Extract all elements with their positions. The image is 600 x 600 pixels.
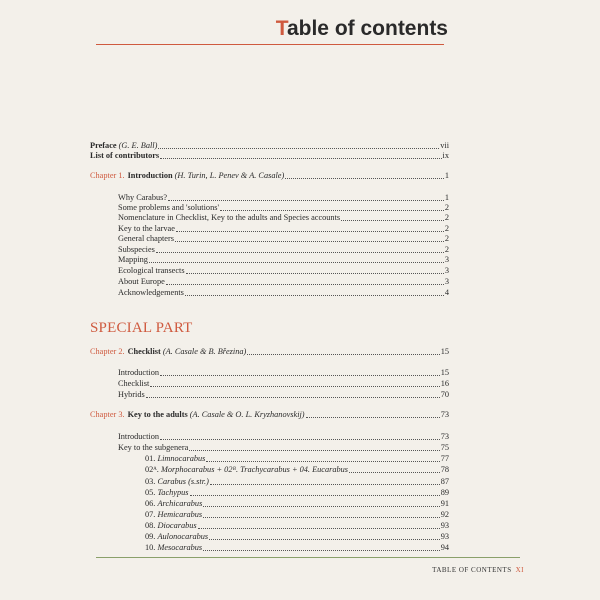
subgenus-name: Limnocarabus	[157, 454, 206, 463]
subgenus-name: Diocarabus	[157, 521, 197, 530]
entry-page: 92	[440, 510, 449, 519]
entry-page: 75	[440, 443, 449, 452]
entry-page: ix	[442, 151, 449, 160]
subgenus-number: 02ᴬ.	[145, 465, 159, 474]
toc-entry[interactable]	[118, 255, 449, 265]
entry-label: Checklist	[118, 379, 150, 388]
entry-page: 77	[440, 454, 449, 463]
subgenus-number: 03.	[145, 477, 156, 486]
entry-page: 87	[440, 477, 449, 486]
entry-page: 3	[444, 266, 449, 275]
subgenus-name: Morphocarabus	[160, 465, 215, 474]
entry-page: 15	[440, 368, 449, 377]
toc-chapter-2[interactable]	[90, 347, 449, 357]
section-heading-special-part: SPECIAL PART	[90, 320, 193, 336]
toc-subentry[interactable]	[145, 499, 449, 509]
entry-page: 91	[440, 499, 449, 508]
dot-leader	[247, 353, 439, 355]
toc-entry[interactable]	[118, 288, 449, 298]
subgenus-number: 08.	[145, 521, 156, 530]
toc-subentry[interactable]	[145, 510, 449, 520]
footer-page-number: XI	[515, 566, 524, 574]
toc-entry[interactable]	[118, 245, 449, 255]
page-title-text	[276, 17, 448, 41]
toc-entry-contributors[interactable]	[90, 151, 449, 161]
dot-leader	[160, 157, 441, 159]
entry-page: 89	[440, 488, 449, 497]
dot-leader	[156, 251, 444, 253]
toc-entry[interactable]	[118, 193, 449, 203]
dot-leader	[306, 416, 440, 418]
toc-subentry[interactable]	[145, 477, 449, 487]
entry-label: Introduction	[118, 368, 160, 377]
entry-page: 2	[444, 203, 449, 212]
toc-subentry[interactable]	[145, 465, 449, 475]
subgenus-extra: + 02ᴮ. Trachycarabus + 04. Eucarabus	[214, 465, 349, 474]
dot-leader	[168, 199, 444, 201]
dot-leader	[210, 483, 440, 485]
dot-leader	[341, 219, 444, 221]
dot-leader	[209, 538, 440, 540]
toc-entry[interactable]	[118, 266, 449, 276]
chapter-title: Checklist	[127, 347, 161, 356]
toc-entry[interactable]	[118, 234, 449, 244]
entry-page: 78	[440, 465, 449, 474]
entry-page: 1	[444, 193, 449, 202]
dot-leader	[186, 272, 444, 274]
dot-leader	[150, 385, 439, 387]
chapter-number: Chapter 3.	[90, 410, 125, 419]
footer-rule	[96, 557, 520, 558]
chapter-authors: (A. Casale & O. L. Kryzhanovskij)	[189, 410, 305, 419]
dot-leader	[158, 147, 439, 149]
subgenus-number: 06.	[145, 499, 156, 508]
chapter-title: Introduction	[127, 171, 173, 180]
entry-page: 70	[440, 390, 449, 399]
entry-page: 3	[444, 255, 449, 264]
subgenus-number: 07.	[145, 510, 156, 519]
entry-label: Key to the larvae	[118, 224, 175, 233]
entry-page: 2	[444, 213, 449, 222]
chapter-number: Chapter 1.	[90, 171, 125, 180]
title-rest: able of contents	[286, 17, 448, 40]
toc-entry[interactable]	[118, 379, 449, 389]
subgenus-name: Carabus	[157, 477, 187, 486]
entry-page: 1	[444, 171, 449, 180]
subgenus-name: Aulonocarabus	[157, 532, 209, 541]
entry-page: 94	[440, 543, 449, 552]
dot-leader	[203, 516, 440, 518]
dot-leader	[198, 527, 440, 529]
entry-page: 73	[440, 410, 449, 419]
subgenus-name: Mesocarabus	[157, 543, 203, 552]
toc-chapter-3[interactable]	[90, 410, 449, 420]
subgenus-extra: (s.str.)	[186, 477, 209, 486]
dot-leader	[203, 505, 439, 507]
toc-entry[interactable]	[118, 432, 449, 442]
entry-label: Introduction	[118, 432, 160, 441]
chapter-number: Chapter 2.	[90, 347, 125, 356]
entry-label: Hybrids	[118, 390, 145, 399]
toc-chapter-1[interactable]	[90, 171, 449, 181]
entry-page: 93	[440, 532, 449, 541]
entry-label: Mapping	[118, 255, 148, 264]
toc-entry[interactable]	[118, 390, 449, 400]
subgenus-number: 09.	[145, 532, 156, 541]
toc-entry[interactable]	[118, 443, 449, 453]
entry-page: 16	[440, 379, 449, 388]
dot-leader	[220, 209, 444, 211]
toc-entry[interactable]	[118, 368, 449, 378]
entry-label: Nomenclature in Checklist, Key to the adults and Species accounts	[118, 213, 341, 222]
toc-entry[interactable]	[118, 213, 449, 223]
toc-subentry[interactable]	[145, 488, 449, 498]
dot-leader	[175, 240, 444, 242]
subgenus-number: 10.	[145, 543, 156, 552]
entry-label: Why Carabus?	[118, 193, 168, 202]
entry-label: List of contributors	[90, 151, 160, 160]
subgenus-name: Hemicarabus	[157, 510, 203, 519]
chapter-authors: (A. Casale & B. Březina)	[162, 347, 247, 356]
chapter-authors: (H. Turin, L. Penev & A. Casale)	[174, 171, 285, 180]
subgenus-number: 01.	[145, 454, 156, 463]
toc-entry[interactable]	[118, 277, 449, 287]
entry-label: Acknowledgements	[118, 288, 184, 297]
page-title	[96, 14, 448, 45]
entry-page: 2	[444, 224, 449, 233]
dot-leader	[146, 396, 440, 398]
dot-leader	[203, 549, 440, 551]
entry-label: Ecological transects	[118, 266, 185, 275]
dot-leader	[349, 471, 440, 473]
entry-page: 73	[440, 432, 449, 441]
chapter-title: Key to the adults	[127, 410, 188, 419]
dot-leader	[149, 261, 444, 263]
entry-page: 2	[444, 245, 449, 254]
dot-leader	[285, 177, 444, 179]
entry-page: 4	[444, 288, 449, 297]
entry-label: Some problems and 'solutions'	[118, 203, 219, 212]
entry-page: vii	[440, 141, 449, 150]
subgenus-name: Archicarabus	[157, 499, 203, 508]
entry-label: About Europe	[118, 277, 165, 286]
entry-label: Preface	[90, 141, 117, 150]
entry-page: 3	[444, 277, 449, 286]
dot-leader	[185, 294, 444, 296]
dot-leader	[166, 283, 444, 285]
dot-leader	[190, 494, 440, 496]
toc-entry[interactable]	[118, 224, 449, 234]
footer-label: TABLE OF CONTENTS	[432, 566, 512, 574]
entry-label: Subspecies	[118, 245, 155, 254]
dot-leader	[160, 374, 440, 376]
running-footer	[432, 566, 524, 574]
toc-entry[interactable]	[118, 203, 449, 213]
title-initial: T	[275, 17, 287, 40]
toc-subentry[interactable]	[145, 543, 449, 553]
toc-subentry[interactable]	[145, 454, 449, 464]
dot-leader	[160, 438, 440, 440]
entry-page: 93	[440, 521, 449, 530]
entry-label: General chapters	[118, 234, 174, 243]
entry-page: 2	[444, 234, 449, 243]
dot-leader	[176, 230, 444, 232]
dot-leader	[206, 460, 439, 462]
toc-subentry[interactable]	[145, 532, 449, 542]
dot-leader	[189, 449, 439, 451]
toc-subentry[interactable]	[145, 521, 449, 531]
subgenus-number: 05.	[145, 488, 156, 497]
subgenus-name: Tachypus	[157, 488, 189, 497]
entry-label: Key to the subgenera	[118, 443, 189, 452]
entry-author: (G. E. Ball)	[118, 141, 158, 150]
toc-entry-preface[interactable]	[90, 141, 449, 151]
entry-page: 15	[440, 347, 449, 356]
